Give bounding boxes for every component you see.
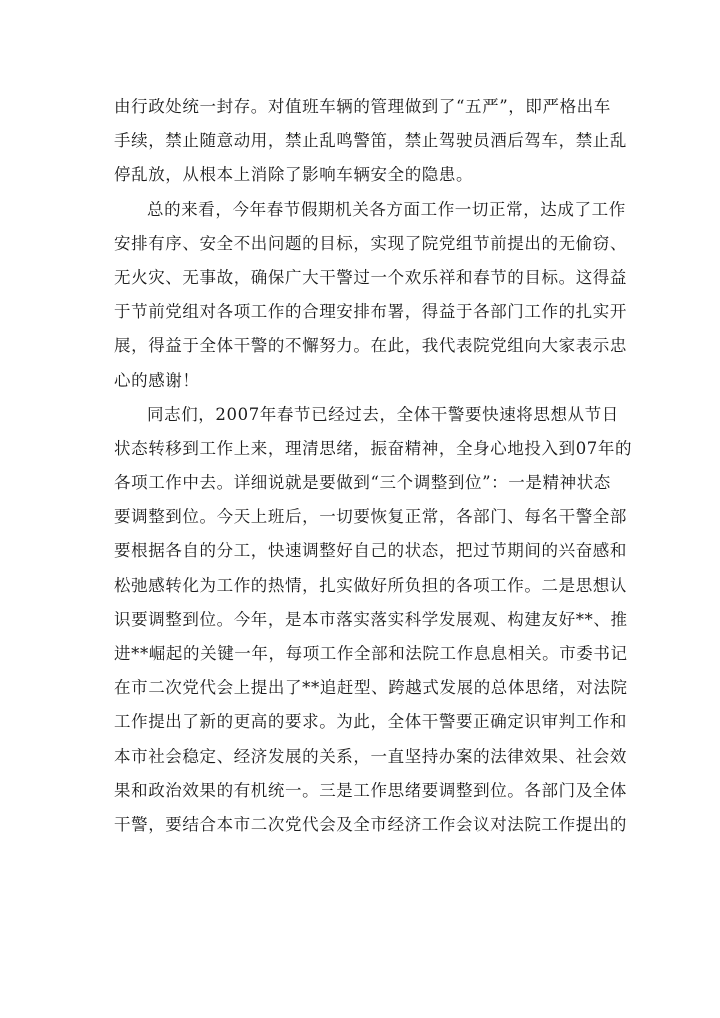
text-line: 工作提出了新的更高的要求。为此，全体干警要正确定识审判工作和 [114,712,627,732]
text-line: 安排有序、安全不出问题的目标，实现了院党组节前提出的无偷窃、 [114,233,627,253]
text-line: 松弛感转化为工作的热情，扎实做好所负担的各项工作。二是思想认 [114,575,627,595]
text-line: 同志们，2007年春节已经过去，全体干警要快速将思想从节日 [147,404,619,424]
text-line: 本市社会稳定、经济发展的关系，一直坚持办案的法律效果、社会效 [114,746,627,766]
text-line: 果和政治效果的有机统一。三是工作思绪要调整到位。各部门及全体 [114,780,627,800]
text-line: 手续，禁止随意动用，禁止乱鸣警笛，禁止驾驶员酒后驾车，禁止乱 [114,131,627,151]
text-line: 干警，要结合本市二次党代会及全市经济工作会议对法院工作提出的 [114,814,627,834]
text-line: 由行政处统一封存。对值班车辆的管理做到了“五严”，即严格出车 [114,97,611,116]
text-line: 停乱放，从根本上消除了影响车辆安全的隐患。 [114,165,474,185]
paragraph-summary [114,193,627,398]
text-line: 在市二次党代会上提出了**追赶型、跨越式发展的总体思绪，对法院 [114,678,628,698]
text-line: 各项工作中去。详细说就是要做到“三个调整到位”：一是精神状态 [114,473,611,493]
paragraph-vehicle-management [114,90,627,193]
text-line: 状态转移到工作上来，理清思绪，振奋精神，全身心地投入到07年的 [114,438,633,458]
text-line: 心的感谢！ [114,370,200,390]
document-body [114,90,633,842]
text-line: 要调整到位。今天上班后，一切要恢复正常，各部门、每名干警全部 [114,507,627,527]
text-line: 识要调整到位。今年，是本市落实落实科学发展观、构建友好**、推 [114,609,628,629]
text-line: 总的来看，今年春节假期机关各方面工作一切正常，达成了工作 [147,199,626,219]
text-line: 要根据各自的分工，快速调整好自己的状态，把过节期间的兴奋感和 [114,541,627,561]
paragraph-three-adjustments [114,398,633,842]
text-line: 进**崛起的关键一年，每项工作全部和法院工作息息相关。市委书记 [114,644,628,663]
text-line: 无火灾、无事故，确保广大干警过一个欢乐祥和春节的目标。这得益 [114,267,627,287]
text-line: 于节前党组对各项工作的合理安排布署，得益于各部门工作的扎实开 [114,302,627,322]
text-line: 展，得益于全体干警的不懈努力。在此，我代表院党组向大家表示忠 [114,336,627,356]
